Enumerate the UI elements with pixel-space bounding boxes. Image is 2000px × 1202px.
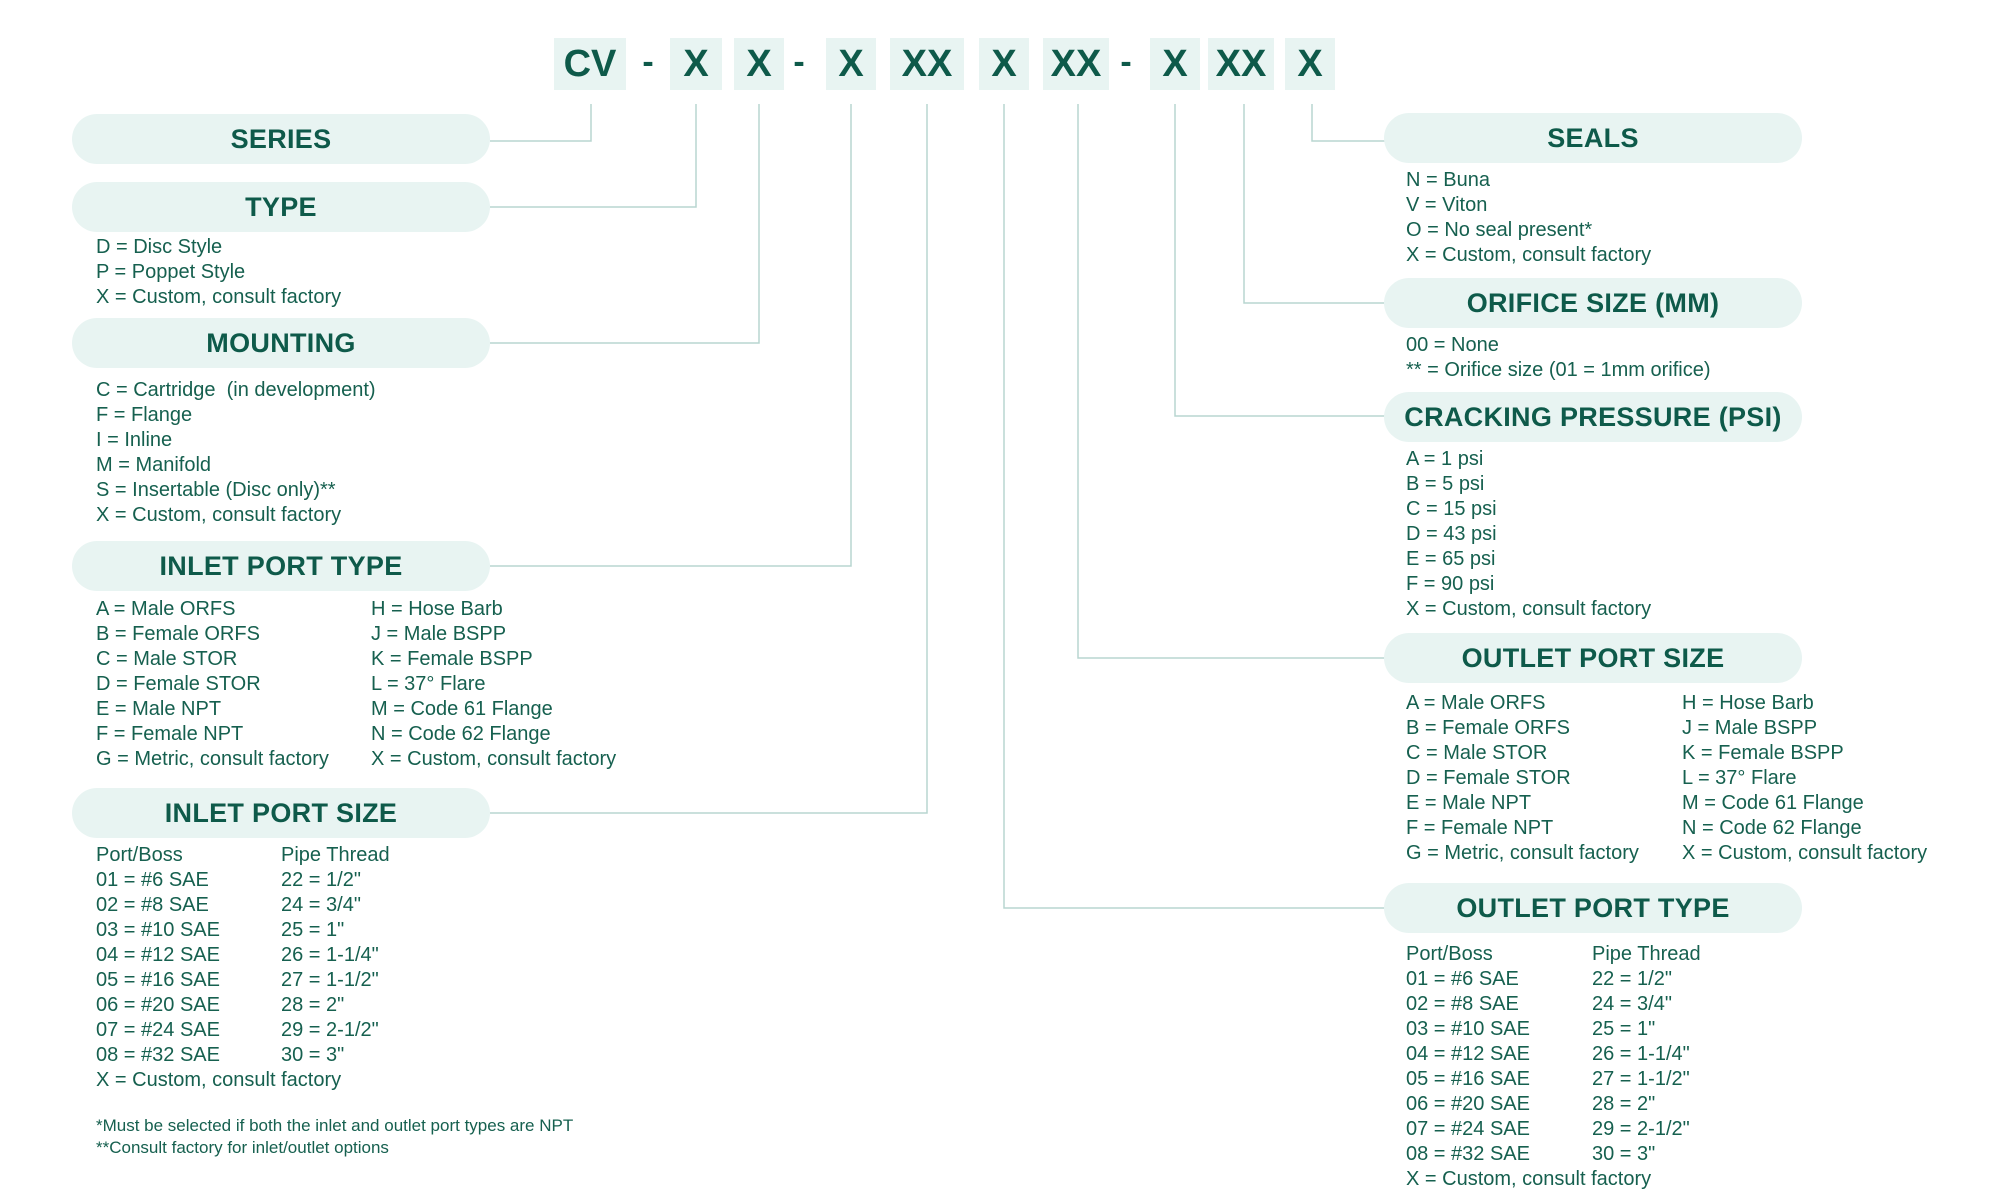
list-item: 07 = #24 SAE	[1406, 1118, 1530, 1140]
list-item: M = Code 61 Flange	[1682, 792, 1864, 814]
list-item: C = Male STOR	[96, 648, 238, 670]
inlet-port-size-heading: INLET PORT SIZE	[72, 788, 490, 838]
type-heading: TYPE	[72, 182, 490, 232]
list-item: E = Male NPT	[1406, 792, 1532, 814]
column-header: Port/Boss	[1406, 943, 1493, 965]
list-item: X = Custom, consult factory	[1406, 598, 1652, 620]
list-item: L = 37° Flare	[1682, 767, 1797, 789]
list-item: F = Female NPT	[1406, 817, 1554, 839]
connector-orifice-size	[1244, 104, 1385, 303]
list-item: 04 = #12 SAE	[1406, 1043, 1530, 1065]
list-item: N = Buna	[1406, 169, 1490, 191]
connector-outlet-port-size	[1078, 104, 1385, 658]
list-item: 28 = 2"	[281, 994, 345, 1016]
code-segment-seals: X	[1285, 38, 1335, 90]
list-item: A = 1 psi	[1406, 448, 1484, 470]
seals-list	[1406, 168, 1651, 268]
connector-outlet-port-type	[1004, 104, 1385, 908]
list-item: E = Male NPT	[96, 698, 222, 720]
list-item: B = 5 psi	[1406, 473, 1485, 495]
orifice-size-heading: ORIFICE SIZE (MM)	[1384, 278, 1802, 328]
list-item: 08 = #32 SAE	[1406, 1143, 1530, 1165]
cracking-pressure-heading: CRACKING PRESSURE (PSI)	[1384, 392, 1802, 442]
list-item: L = 37° Flare	[371, 673, 486, 695]
list-item: 05 = #16 SAE	[1406, 1068, 1530, 1090]
footnote: *Must be selected if both the inlet and outlet port types are NPT	[96, 1116, 574, 1135]
list-item: X = Custom, consult factory	[371, 748, 617, 770]
list-item: S = Insertable (Disc only)**	[96, 479, 336, 501]
list-item: 24 = 3/4"	[281, 894, 361, 916]
outlet-port-type-heading: OUTLET PORT TYPE	[1384, 883, 1802, 933]
code-segment-type: X	[670, 38, 722, 90]
connector-inlet-port-type	[490, 104, 851, 566]
list-item: K = Female BSPP	[371, 648, 533, 670]
list-item: 05 = #16 SAE	[96, 969, 220, 991]
list-item: C = Male STOR	[1406, 742, 1548, 764]
list-item: M = Manifold	[96, 454, 212, 476]
list-item: 27 = 1-1/2"	[281, 969, 379, 991]
list-item: N = Code 62 Flange	[371, 723, 551, 745]
list-item: I = Inline	[96, 429, 173, 451]
outlet-port-size-col2	[1682, 691, 1927, 866]
list-item: X = Custom, consult factory	[1682, 842, 1928, 864]
list-item: 30 = 3"	[1592, 1143, 1656, 1165]
code-segment-series: CV	[554, 38, 626, 90]
code-segment-inlet-port-size: XX	[890, 38, 964, 90]
list-item: 04 = #12 SAE	[96, 944, 220, 966]
list-item: M = Code 61 Flange	[371, 698, 553, 720]
footnotes	[96, 1115, 573, 1159]
column-header: Pipe Thread	[1592, 943, 1701, 965]
list-item: A = Male ORFS	[1406, 692, 1546, 714]
list-item: E = 65 psi	[1406, 548, 1496, 570]
list-item: F = 90 psi	[1406, 573, 1495, 595]
list-item: 06 = #20 SAE	[96, 994, 220, 1016]
list-item: B = Female ORFS	[1406, 717, 1570, 739]
list-item: 22 = 1/2"	[1592, 968, 1672, 990]
list-item: F = Flange	[96, 404, 193, 426]
list-item: C = 15 psi	[1406, 498, 1497, 520]
list-item: H = Hose Barb	[1682, 692, 1814, 714]
list-item: 26 = 1-1/4"	[1592, 1043, 1690, 1065]
list-item: D = Female STOR	[1406, 767, 1571, 789]
code-dash: -	[793, 43, 805, 81]
list-item: 07 = #24 SAE	[96, 1019, 220, 1041]
list-item: 29 = 2-1/2"	[281, 1019, 379, 1041]
code-dash: -	[642, 43, 654, 81]
mounting-heading: MOUNTING	[72, 318, 490, 368]
code-segment-cracking-pressure: X	[1150, 38, 1200, 90]
inlet-port-type-col1	[96, 597, 329, 772]
column-header: Pipe Thread	[281, 844, 390, 866]
column-header: Port/Boss	[96, 844, 183, 866]
outlet-port-size-col1	[1406, 691, 1639, 866]
connector-series	[490, 104, 591, 141]
list-item: G = Metric, consult factory	[96, 748, 329, 770]
list-item: 08 = #32 SAE	[96, 1044, 220, 1066]
series-heading: SERIES	[72, 114, 490, 164]
list-item: X = Custom, consult factory	[1406, 244, 1652, 266]
outlet-port-type-col2	[1592, 942, 1701, 1167]
list-item: A = Male ORFS	[96, 598, 236, 620]
list-item: 06 = #20 SAE	[1406, 1093, 1530, 1115]
list-item: 00 = None	[1406, 334, 1499, 356]
list-item: D = Disc Style	[96, 236, 223, 258]
list-item: D = Female STOR	[96, 673, 261, 695]
list-item: 26 = 1-1/4"	[281, 944, 379, 966]
code-segment-orifice-size: XX	[1208, 38, 1274, 90]
list-item: O = No seal present*	[1406, 219, 1593, 241]
connector-mounting	[490, 104, 759, 343]
list-item: H = Hose Barb	[371, 598, 503, 620]
list-item: 27 = 1-1/2"	[1592, 1068, 1690, 1090]
list-item: J = Male BSPP	[1682, 717, 1818, 739]
list-item: G = Metric, consult factory	[1406, 842, 1639, 864]
list-item: 02 = #8 SAE	[1406, 993, 1519, 1015]
mounting-list	[96, 378, 376, 528]
connector-cracking-pressure	[1175, 104, 1385, 416]
list-item: 25 = 1"	[281, 919, 345, 941]
list-item: B = Female ORFS	[96, 623, 260, 645]
code-segment-outlet-port-size: XX	[1043, 38, 1109, 90]
list-item: 30 = 3"	[281, 1044, 345, 1066]
list-item: X = Custom, consult factory	[1406, 1168, 1652, 1190]
list-item: 01 = #6 SAE	[1406, 968, 1519, 990]
list-item: 29 = 2-1/2"	[1592, 1118, 1690, 1140]
orifice-size-list	[1406, 333, 1711, 383]
list-item: P = Poppet Style	[96, 261, 246, 283]
code-segment-mounting: X	[734, 38, 784, 90]
outlet-port-size-heading: OUTLET PORT SIZE	[1384, 633, 1802, 683]
list-item: 22 = 1/2"	[281, 869, 361, 891]
list-item: F = Female NPT	[96, 723, 244, 745]
list-item: 24 = 3/4"	[1592, 993, 1672, 1015]
list-item: V = Viton	[1406, 194, 1488, 216]
footnote: **Consult factory for inlet/outlet options	[96, 1138, 389, 1157]
connector-seals	[1312, 104, 1385, 141]
type-list	[96, 235, 341, 310]
code-dash: -	[1120, 43, 1132, 81]
list-item: N = Code 62 Flange	[1682, 817, 1862, 839]
code-segment-inlet-port-type: X	[826, 38, 876, 90]
list-item: X = Custom, consult factory	[96, 504, 342, 526]
list-item: C = Cartridge (in development)	[96, 379, 376, 401]
code-segment-outlet-port-type: X	[979, 38, 1029, 90]
list-item: 25 = 1"	[1592, 1018, 1656, 1040]
inlet-port-type-col2	[371, 597, 616, 772]
seals-heading: SEALS	[1384, 113, 1802, 163]
list-item: X = Custom, consult factory	[96, 286, 342, 308]
list-item: J = Male BSPP	[371, 623, 507, 645]
cracking-pressure-list	[1406, 447, 1651, 622]
inlet-port-type-heading: INLET PORT TYPE	[72, 541, 490, 591]
list-item: 01 = #6 SAE	[96, 869, 209, 891]
list-item: D = 43 psi	[1406, 523, 1497, 545]
list-item: ** = Orifice size (01 = 1mm orifice)	[1406, 359, 1711, 381]
list-item: X = Custom, consult factory	[96, 1069, 342, 1091]
inlet-port-size-col2	[281, 843, 390, 1068]
list-item: 03 = #10 SAE	[96, 919, 220, 941]
list-item: K = Female BSPP	[1682, 742, 1844, 764]
list-item: 02 = #8 SAE	[96, 894, 209, 916]
connector-type	[490, 104, 696, 207]
list-item: 03 = #10 SAE	[1406, 1018, 1530, 1040]
list-item: 28 = 2"	[1592, 1093, 1656, 1115]
